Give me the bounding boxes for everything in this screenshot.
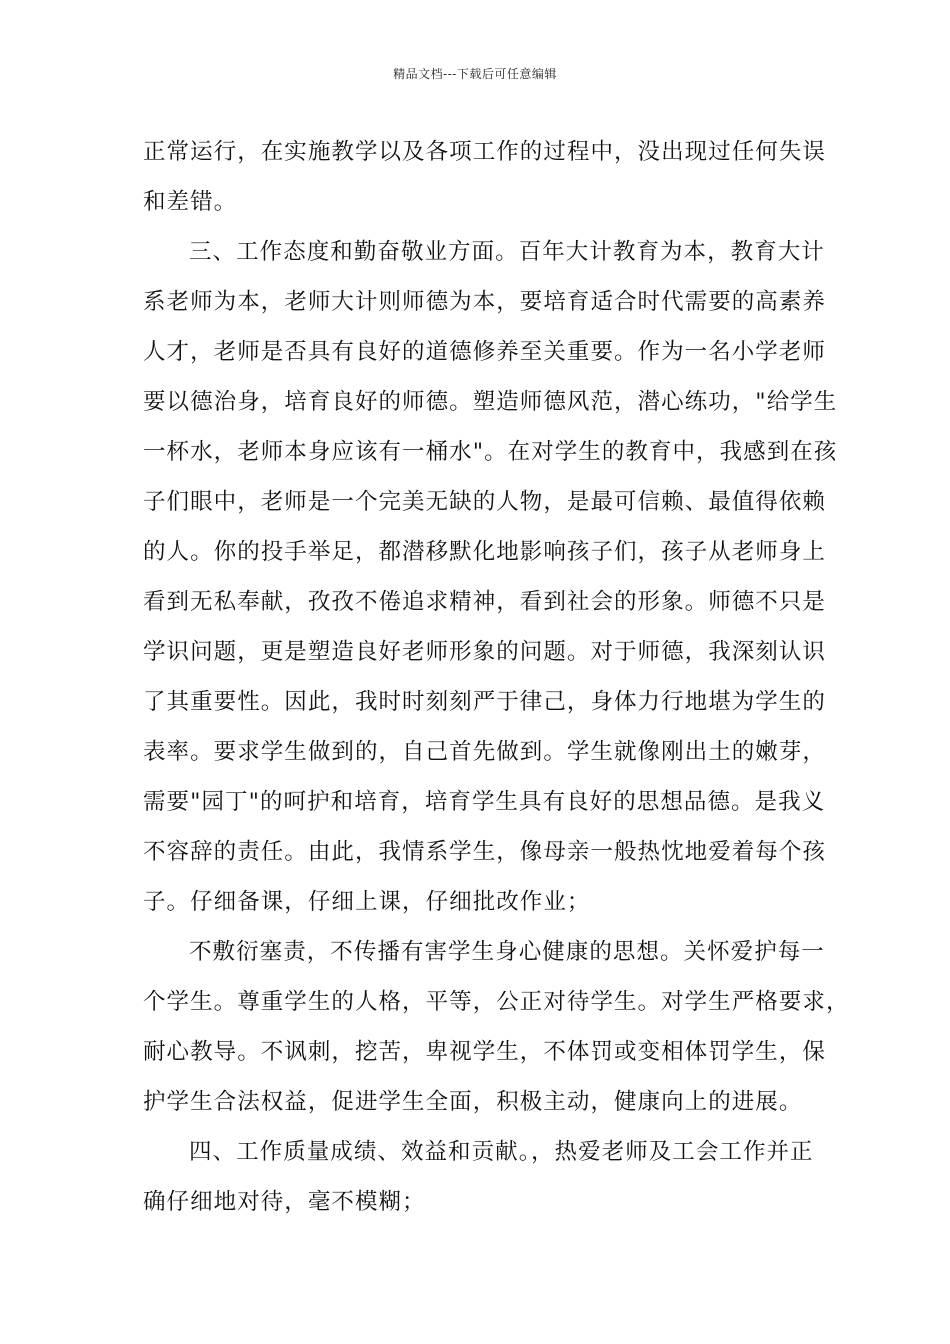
text-line: 的人。你的投手举足，都潜移默化地影响孩子们，孩子从老师身上 [143, 539, 826, 565]
text-line: 正常运行，在实施教学以及各项工作的过程中，没出现过任何失误 [143, 139, 826, 165]
text-line: 学识问题，更是塑造良好老师形象的问题。对于师德，我深刻认识 [143, 639, 826, 665]
text-line: 耐心教导。不讽刺，挖苦，卑视学生，不体罚或变相体罚学生，保 [143, 1039, 826, 1065]
paragraph [143, 1127, 814, 1227]
page-header: 精品文档---下载后可任意编辑 [393, 67, 557, 81]
text-line: 三、工作态度和勤奋敬业方面。百年大计教育为本，教育大计 [189, 239, 825, 265]
text-line: 人才，老师是否具有良好的道德修养至关重要。作为一名小学老师 [143, 339, 826, 365]
text-line: 不敷衍塞责，不传播有害学生身心健康的思想。关怀爱护每一 [189, 939, 825, 965]
text-line: 要以德治身，培育良好的师德。塑造师德风范，潜心练功，"给学生 [143, 389, 838, 415]
text-line: 和差错。 [143, 189, 238, 215]
text-line: 看到无私奉献，孜孜不倦追求精神，看到社会的形象。师德不只是 [143, 589, 826, 615]
text-line: 确仔细地对待，毫不模糊； [143, 1189, 426, 1215]
text-line: 一杯水，老师本身应该有一桶水"。在对学生的教育中，我感到在孩 [143, 439, 838, 465]
paragraph [143, 227, 838, 927]
text-line: 了其重要性。因此，我时时刻刻严于律己，身体力行地堪为学生的 [143, 689, 826, 715]
text-line: 护学生合法权益，促进学生全面，积极主动，健康向上的进展。 [143, 1089, 803, 1115]
document-body [143, 127, 850, 1227]
text-line: 子。仔细备课，仔细上课，仔细批改作业； [143, 889, 591, 915]
text-line: 个学生。尊重学生的人格，平等，公正对待学生。对学生严格要求， [143, 989, 850, 1015]
text-line: 系老师为本，老师大计则师德为本，要培育适合时代需要的高素养 [143, 289, 826, 315]
text-line: 需要"园丁"的呵护和培育，培育学生具有良好的思想品德。是我义 [143, 789, 826, 815]
text-line: 不容辞的责任。由此，我情系学生，像母亲一般热忱地爱着每个孩 [143, 839, 826, 865]
paragraph [143, 927, 850, 1127]
text-line: 四、工作质量成绩、效益和贡献。，热爱老师及工会工作并正 [189, 1139, 814, 1165]
text-line: 表率。要求学生做到的，自己首先做到。学生就像刚出土的嫩芽， [143, 739, 826, 765]
paragraph [143, 127, 826, 227]
text-line: 子们眼中，老师是一个完美无缺的人物，是最可信赖、最值得依赖 [143, 489, 826, 515]
